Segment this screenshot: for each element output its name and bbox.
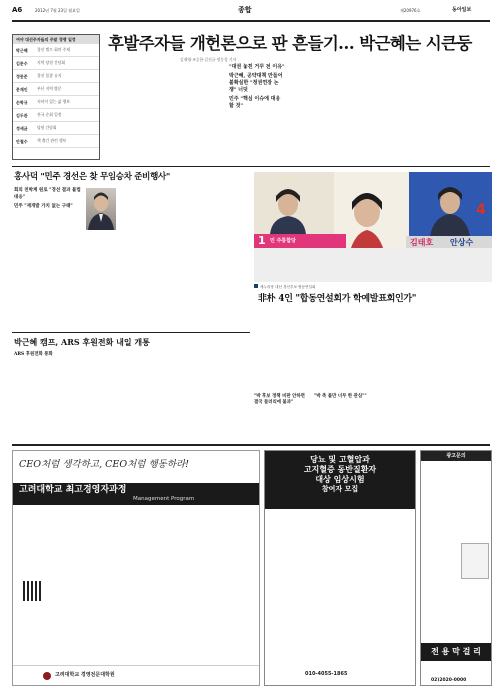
ad3-title: 전 용 막 걸 리 [431, 647, 481, 656]
ad1-slogan: CEO처럼 생각하고, CEO처럼 행동하라! [19, 459, 190, 470]
lead-column-6 [426, 64, 492, 162]
third-column-2 [74, 350, 130, 440]
fourth-column-4 [436, 310, 492, 440]
photo-banner-text-1: 민 주통합당 [270, 238, 296, 244]
ad1-univ: 고려대학교 최고경영자과정 [19, 485, 127, 495]
rally-photo [254, 172, 492, 282]
second-column-4 [154, 188, 199, 328]
ad1-crest-icon [43, 672, 51, 680]
rally-scene-icon [254, 172, 492, 282]
ad2-title-1: 당뇨 및 고혈압과 [310, 455, 370, 464]
sidebar-item-text: 전국 순회 일정 [37, 111, 62, 117]
ad2-body [271, 513, 411, 573]
lead-headline: 후발주자들 개헌론으로 판 흔들기… 박근혜는 시큰둥 [108, 34, 472, 53]
ad1-footer [13, 665, 259, 685]
pull-quote-3: 민주 "핵심 이슈에 대응할 것" [229, 96, 281, 109]
fourth-subheads [254, 394, 310, 406]
ad1-footer-text: 고려대학교 경영전문대학원 [55, 672, 115, 678]
sidebar-item [13, 122, 99, 135]
ad3-stamp-icon [461, 543, 489, 579]
fourth-column-3 [374, 310, 432, 440]
issue-date: 2012년 7월 23일 월요일 [35, 8, 80, 13]
fourth-column-2 [314, 310, 370, 392]
photo-banner-num-4: 4 [476, 202, 486, 218]
sidebar-item-name: 정몽준 [16, 73, 28, 79]
sidebar-item-text: 부산 지역 방문 [37, 85, 62, 91]
third-column-3 [134, 350, 190, 440]
ad3-list-3 [424, 663, 488, 677]
sidebar-item [13, 109, 99, 122]
hong-portrait-photo [86, 188, 116, 230]
candidate-schedule-box [12, 34, 100, 160]
ad-ceo-program[interactable] [12, 450, 260, 686]
ad1-details-right [137, 513, 253, 663]
ad3-phone[interactable]: 02)2020-0000 [431, 678, 467, 683]
ad2-body-2 [271, 577, 411, 663]
photo-name-2: 안상수 [450, 238, 474, 247]
second-column-5 [202, 188, 248, 328]
fourth-sub-1: "박 후보 정책 비판 안하면 결국 들러리에 불과" [254, 394, 305, 405]
lead-column-2 [168, 64, 224, 162]
lead-column-4 [290, 64, 354, 162]
sidebar-item-name: 손학규 [16, 99, 28, 105]
ad3-header: 광고문의 [421, 451, 491, 461]
fourth-headline: 非朴 4인 "합동연설회가 학예발표회인가" [258, 294, 417, 304]
lead-column-3 [229, 108, 285, 162]
photo-caption [254, 284, 492, 289]
sidebar-item-name: 안철수 [16, 138, 28, 144]
sidebar-item-name: 박근혜 [16, 47, 28, 53]
second-column-3 [86, 234, 150, 328]
second-column-1 [14, 218, 80, 328]
third-column-4 [194, 350, 250, 440]
second-subheads [14, 188, 84, 211]
second-headline: 홍사덕 "민주 경선은 찾 무임승차 준비행사" [14, 172, 171, 182]
photo-banner-num-1: 1 [258, 234, 266, 247]
second-sub-1: 회의 친박계 원로 "경선 결과 불법 대응" [14, 188, 81, 200]
masthead [0, 0, 500, 28]
photo-caption-text: 새누리당 대선 경선후보 합동연설회 [260, 285, 316, 289]
ad2-title-2: 고지혈증 동반질환자 [303, 465, 377, 474]
sidebar-item-text: 당원 간담회 [37, 124, 57, 130]
portrait-figure-icon [86, 188, 116, 230]
sidebar-item-text: 저녁이 있는 삶 행보 [37, 98, 70, 104]
sidebar-item [13, 135, 99, 148]
sidebar-item-name: 정세균 [16, 125, 28, 131]
ad1-qr-icon [23, 581, 43, 601]
page-number: A6 [12, 6, 23, 14]
ad1-details-left [21, 513, 131, 573]
third-headline: 박근혜 캠프, ARS 후원전화 내일 개통 [14, 337, 150, 347]
ad-classifieds[interactable] [420, 450, 492, 686]
sidebar-item-text: 경선 불참 유지 [37, 72, 62, 78]
lead-column-5 [358, 64, 422, 162]
sidebar-item-name: 문재인 [16, 86, 28, 92]
pull-quote-2: 박근혜, 공약대책 만들어 불확실한 "정권연장 논쟁" 너덧 [229, 73, 283, 93]
ad3-list-1 [424, 465, 488, 555]
sidebar-item [13, 70, 99, 83]
fourth-column-5 [254, 414, 370, 440]
edition-number: 제20976호 [400, 8, 421, 13]
ad3-title-bar [421, 643, 491, 661]
sidebar-item-text: 경선 캠프 회의 주재 [37, 46, 70, 52]
newspaper-name: 동아일보 [452, 7, 472, 13]
ad2-header [265, 451, 415, 509]
third-subhead: ARS 후원전화 통화 [14, 352, 53, 357]
ad-clinical-trial[interactable] [264, 450, 416, 686]
ad1-program: Management Program [133, 496, 195, 502]
sidebar-item-text: 책 출간 관련 행보 [37, 137, 67, 143]
lead-column-1 [108, 64, 164, 162]
sidebar-list [13, 44, 99, 148]
sidebar-item [13, 96, 99, 109]
pull-quote-1: "대권 놓친 거꾸 전 이유" [229, 64, 285, 70]
second-column-2 [119, 188, 149, 232]
section-title: 종합 [238, 5, 252, 14]
ad2-phone[interactable]: 010-4055-1865 [305, 671, 348, 677]
ad2-title-4: 참여자 모집 [321, 485, 359, 493]
fourth-sub-2-wrap [314, 394, 370, 400]
sidebar-item [13, 44, 99, 57]
ad2-title-3: 대상 임상시험 [315, 475, 365, 484]
ad3-list-2 [424, 581, 488, 641]
ad1-banner [13, 483, 259, 505]
sidebar-title: 여야 대선주자들의 주말 경쟁 일정 [13, 35, 99, 44]
sidebar-item [13, 57, 99, 70]
sidebar-item-text: 지역 당원 간담회 [37, 59, 66, 65]
lead-byline: 김재영·조승한·길진균·정동성 기자 [180, 57, 237, 62]
sidebar-item-name: 김두관 [16, 112, 28, 118]
sidebar-item [13, 83, 99, 96]
second-sub-2: 민주 "재개발 가치 없는 구태" [14, 204, 73, 209]
fourth-sub-2: "박 측 불만 너무 한 관심"" [314, 394, 367, 399]
photo-name-1: 김태호 [410, 238, 434, 247]
third-column-1 [14, 360, 70, 440]
fourth-column-1 [254, 310, 310, 392]
lead-pull-quote [229, 64, 285, 110]
ad1-details-bottom [49, 579, 131, 663]
sidebar-item-name: 김문수 [16, 60, 28, 66]
